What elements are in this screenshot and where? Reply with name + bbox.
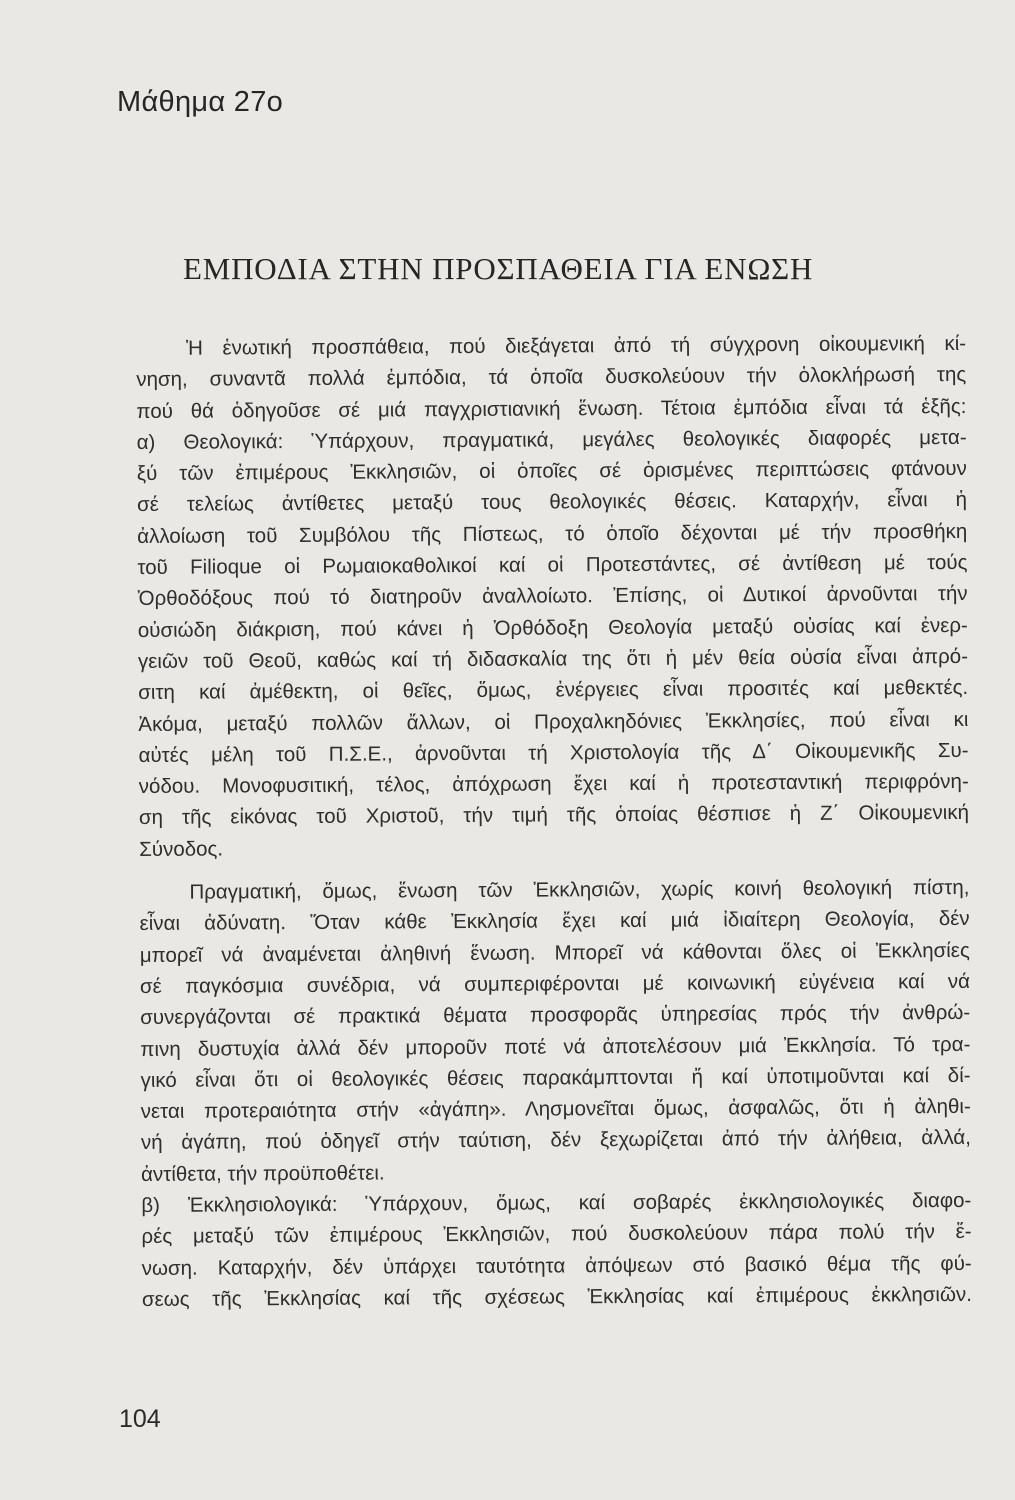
text-line: ση τῆς εἰκόνας τοῦ Χριστοῦ, τήν τιμή τῆς ὁποίας θέσπισε ἡ Ζ΄ Οἰκουμενική bbox=[138, 801, 970, 830]
text-line: συνεργάζονται σέ πρακτικά θέματα προσφορᾶς ὑπηρεσίας πρός τήν ἀνθρώ- bbox=[140, 1001, 971, 1030]
text-line: πού θά ὁδηγοῦσε σέ μιά παγχριστιανική ἕνωση. Τέτοια ἐμπόδια εἶναι τά ἑξῆς: bbox=[136, 394, 967, 423]
chapter-title: ΕΜΠΟΔΙΑ ΣΤΗΝ ΠΡΟΣΠΑΘΕΙΑ ΓΙΑ ΕΝΩΣΗ bbox=[183, 251, 814, 286]
text-line: πινη δυστυχία ἀλλά δέν μποροῦν ποτέ νά ἀποτελέσουν μιά Ἐκκλησία. Τό τρα- bbox=[140, 1032, 971, 1061]
page-number: 104 bbox=[119, 1405, 161, 1433]
text-line: ξύ τῶν ἐπιμέρους Ἐκκλησιῶν, οἱ ὁποῖες σέ ὁρισμένες περιπτώσεις φτάνουν bbox=[136, 457, 967, 486]
text-line: τοῦ Filioque οἱ Ρωμαιοκαθολικοί καί οἱ Προτεστάντες, σέ ἀντίθεση μέ τούς bbox=[137, 551, 968, 580]
text-line: γικό εἶναι ὅτι οἱ θεολογικές θέσεις παρακάμπτονται ἤ καί ὑποτιμοῦνται καί δί- bbox=[140, 1063, 971, 1092]
text-line: β) Ἐκκλησιολογικά: Ὑπάρχουν, ὅμως, καί σοβαρές ἐκκλησιολογικές διαφο- bbox=[141, 1188, 972, 1217]
text-line: ἀλλοίωση τοῦ Συμβόλου τῆς Πίστεως, τό ὁποῖο δέχονται μέ τήν προσθήκη bbox=[137, 519, 968, 548]
text-line: νηση, συναντᾶ πολλά ἐμπόδια, τά ὁποῖα δυσκολεύουν τήν ὁλοκλήρωσή της bbox=[136, 363, 967, 392]
text-line: ρές μεταξύ τῶν ἐπιμέρους Ἐκκλησιῶν, πού δυσκολεύουν πάρα πολύ τήν ἕ- bbox=[141, 1220, 972, 1249]
text-line: Ὀρθοδόξους πού τό διατηροῦν ἀναλλοίωτο. Ἐπίσης, οἱ Δυτικοί ἀρνοῦνται τήν bbox=[137, 582, 968, 611]
text-line: γειῶν τοῦ Θεοῦ, καθώς καί τή διδασκαλία της ὅτι ἡ μέν θεία οὐσία εἶναι ἀπρό- bbox=[137, 644, 969, 673]
body-text bbox=[136, 328, 972, 1315]
text-line: μπορεῖ νά ἀναμένεται ἀληθινή ἕνωση. Μπορεῖ νά κάθονται ὅλες οἱ Ἐκκλησίες bbox=[139, 938, 970, 967]
text-line: σιτη καί ἀμέθεκτη, οἱ θεῖες, ὅμως, ἐνέργειες εἶναι προσιτές καί μεθεκτές. bbox=[138, 676, 969, 705]
text-line: Σύνοδος. bbox=[139, 837, 224, 861]
text-line: νόδου. Μονοφυσιτική, τέλος, ἀπόχρωση ἔχει καί ἡ προτεσταντική περιφρόνη- bbox=[138, 770, 969, 799]
text-line: ἀντίθετα, τήν προϋποθέτει. bbox=[141, 1161, 385, 1186]
text-line: νεται προτεραιότητα στήν «ἀγάπη». Λησμονεῖται ὅμως, ἀσφαλῶς, ὅτι ἡ ἀληθι- bbox=[140, 1095, 971, 1124]
lesson-heading: Μάθημα 27ο bbox=[117, 86, 284, 118]
text-line: Ἀκόμα, μεταξύ πολλῶν ἄλλων, οἱ Προχαλκηδόνιες Ἐκκλησίες, πού εἶναι κι bbox=[138, 707, 969, 736]
text-line: σεως τῆς Ἐκκλησίας καί τῆς σχέσεως Ἐκκλησίας καί ἐπιμέρους ἐκκλησιῶν. bbox=[141, 1282, 972, 1311]
text-line: σέ τελείως ἀντίθετες μεταξύ τους θεολογικές θέσεις. Καταρχήν, εἶναι ἡ bbox=[136, 488, 968, 517]
text-line: νωση. Καταρχήν, δέν ὑπάρχει ταυτότητα ἀπόψεων στό βασικό θέμα τῆς φύ- bbox=[141, 1251, 972, 1280]
text-line: Πραγματική, ὅμως, ἕνωση τῶν Ἐκκλησιῶν, χωρίς κοινή θεολογική πίστη, bbox=[189, 875, 970, 904]
text-line: αὐτές μέλη τοῦ Π.Σ.Ε., ἀρνοῦνται τή Χριστολογία τῆς Δ΄ Οἰκουμενικῆς Συ- bbox=[138, 738, 969, 767]
text-line: οὐσιώδη διάκριση, πού κάνει ἡ Ὀρθόδοξη Θεολογία μεταξύ οὐσίας καί ἐνερ- bbox=[137, 613, 968, 642]
text-line: σέ παγκόσμια συνέδρια, νά συμπεριφέρονται μέ κοινωνική εὐγένεια καί νά bbox=[139, 969, 971, 998]
text-line: α) Θεολογικά: Ὑπάρχουν, πραγματικά, μεγάλες θεολογικές διαφορές μετα- bbox=[136, 425, 967, 454]
text-line: εἶναι ἀδύνατη. Ὅταν κάθε Ἐκκλησία ἔχει καί μιά ἰδιαίτερη Θεολογία, δέν bbox=[139, 907, 970, 936]
text-line: νή ἀγάπη, πού ὁδηγεῖ στήν ταύτιση, δέν ξεχωρίζεται ἀπό τήν ἀλήθεια, ἀλλά, bbox=[140, 1126, 972, 1155]
text-line: Ἡ ἑνωτική προσπάθεια, πού διεξάγεται ἀπό τή σύγχρονη οἰκουμενική κί- bbox=[186, 331, 967, 360]
